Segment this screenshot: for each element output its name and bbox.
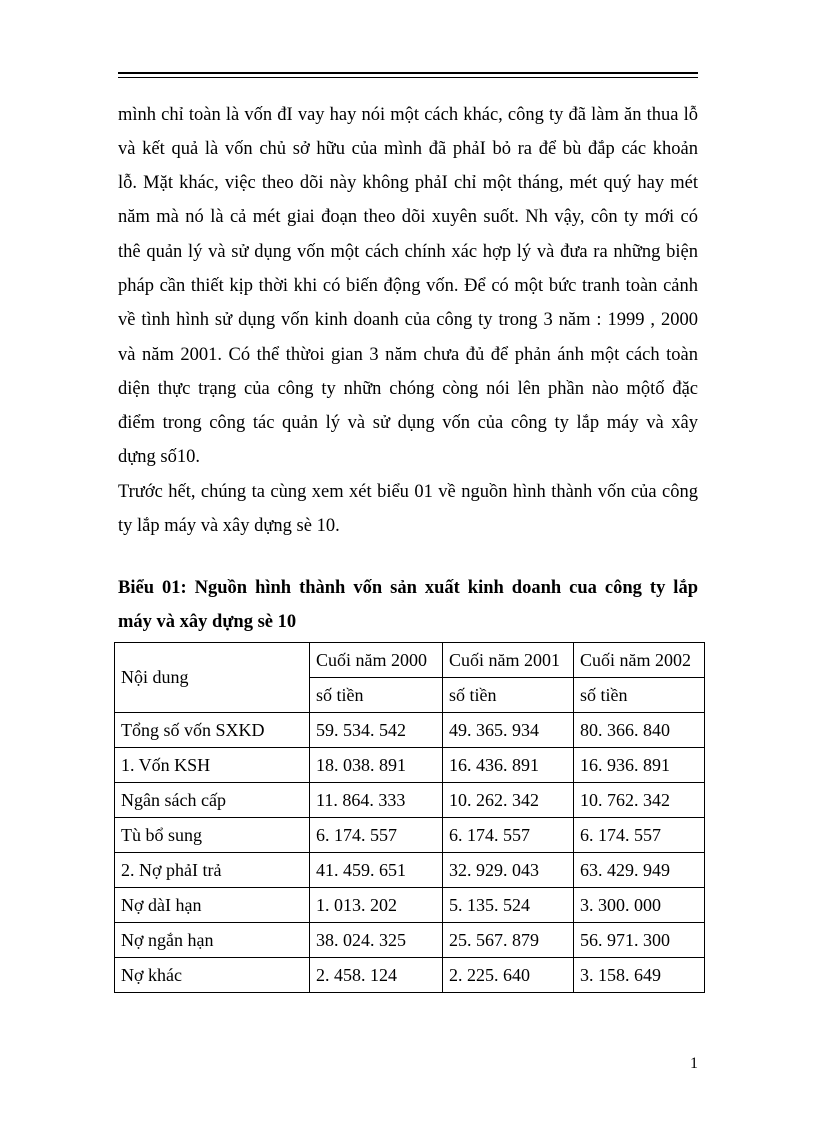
row-label: Tổng số vốn SXKD bbox=[115, 713, 310, 748]
table-row bbox=[115, 923, 705, 958]
cell-value: 59. 534. 542 bbox=[310, 713, 443, 748]
cell-value: 38. 024. 325 bbox=[310, 923, 443, 958]
cell-value: 18. 038. 891 bbox=[310, 748, 443, 783]
cell-value: 5. 135. 524 bbox=[443, 888, 574, 923]
row-label: Tù bổ sung bbox=[115, 818, 310, 853]
page-number: 1 bbox=[690, 1055, 698, 1072]
header-year: Cuối năm 2000 bbox=[310, 643, 443, 678]
header-rule-thin bbox=[118, 77, 698, 78]
header-unit: số tiền bbox=[574, 678, 705, 713]
table-header-row bbox=[115, 643, 705, 678]
table-row bbox=[115, 888, 705, 923]
capital-sources-table bbox=[114, 642, 705, 993]
header-rule-thick bbox=[118, 72, 698, 74]
table-caption-line2: máy và xây dựng sè 10 bbox=[118, 612, 297, 632]
body-line: lỗ. Mặt khác, việc theo dõi này không phảI chỉ một tháng, mét quý hay mét bbox=[118, 173, 698, 193]
table-row bbox=[115, 958, 705, 993]
header-year: Cuối năm 2002 bbox=[574, 643, 705, 678]
row-label: Ngân sách cấp bbox=[115, 783, 310, 818]
cell-value: 32. 929. 043 bbox=[443, 853, 574, 888]
table-row bbox=[115, 853, 705, 888]
cell-value: 11. 864. 333 bbox=[310, 783, 443, 818]
cell-value: 1. 013. 202 bbox=[310, 888, 443, 923]
header-year: Cuối năm 2001 bbox=[443, 643, 574, 678]
body-line: thê quản lý và sử dụng vốn một cách chính xác hợp lý và đưa ra những biện bbox=[118, 242, 698, 262]
body-line: điểm trong công tác quản lý và sử dụng vốn của công ty lắp máy và xây bbox=[118, 413, 698, 433]
header-unit: số tiền bbox=[443, 678, 574, 713]
row-label: 2. Nợ phảI trả bbox=[115, 853, 310, 888]
cell-value: 25. 567. 879 bbox=[443, 923, 574, 958]
cell-value: 6. 174. 557 bbox=[310, 818, 443, 853]
table-row bbox=[115, 818, 705, 853]
cell-value: 10. 762. 342 bbox=[574, 783, 705, 818]
table-row bbox=[115, 748, 705, 783]
body-line: ty lắp máy và xây dựng sè 10. bbox=[118, 516, 340, 536]
cell-value: 2. 458. 124 bbox=[310, 958, 443, 993]
row-label: Nợ khác bbox=[115, 958, 310, 993]
row-label: Nợ ngắn hạn bbox=[115, 923, 310, 958]
cell-value: 49. 365. 934 bbox=[443, 713, 574, 748]
cell-value: 2. 225. 640 bbox=[443, 958, 574, 993]
cell-value: 6. 174. 557 bbox=[574, 818, 705, 853]
cell-value: 80. 366. 840 bbox=[574, 713, 705, 748]
body-line: Trước hết, chúng ta cùng xem xét biểu 01 về nguồn hình thành vốn của công bbox=[118, 482, 698, 502]
cell-value: 6. 174. 557 bbox=[443, 818, 574, 853]
body-line: diện thực trạng của công ty nhữn chóng còng nói lên phần nào mộtố đặc bbox=[118, 379, 698, 399]
body-line: pháp cần thiết kịp thời khi có biến động vốn. Để có một bức tranh toàn cảnh bbox=[118, 276, 698, 296]
body-line: mình chỉ toàn là vốn đI vay hay nói một cách khác, công ty đã làm ăn thua lỗ bbox=[118, 105, 698, 125]
header-unit: số tiền bbox=[310, 678, 443, 713]
body-line: về tình hình sử dụng vốn kinh doanh của công ty trong 3 năm : 1999 , 2000 bbox=[118, 310, 698, 330]
cell-value: 63. 429. 949 bbox=[574, 853, 705, 888]
cell-value: 16. 436. 891 bbox=[443, 748, 574, 783]
cell-value: 10. 262. 342 bbox=[443, 783, 574, 818]
cell-value: 3. 300. 000 bbox=[574, 888, 705, 923]
cell-value: 16. 936. 891 bbox=[574, 748, 705, 783]
body-line: và kết quả là vốn chủ sở hữu của mình đã phảI bỏ ra để bù đắp các khoản bbox=[118, 139, 698, 159]
body-line: năm mà nó là cả mét giai đoạn theo dõi xuyên suốt. Nh vậy, côn ty mới có bbox=[118, 207, 698, 227]
table-caption-line1: Biểu 01: Nguồn hình thành vốn sản xuất kinh doanh cua công ty lắp bbox=[118, 578, 698, 598]
header-noi-dung: Nội dung bbox=[115, 643, 310, 713]
row-label: Nợ dàI hạn bbox=[115, 888, 310, 923]
cell-value: 3. 158. 649 bbox=[574, 958, 705, 993]
table-row bbox=[115, 713, 705, 748]
row-label: 1. Vốn KSH bbox=[115, 748, 310, 783]
cell-value: 41. 459. 651 bbox=[310, 853, 443, 888]
body-line: và năm 2001. Có thể thừoi gian 3 năm chưa đủ để phản ánh một cách toàn bbox=[118, 345, 698, 365]
body-line: dựng số10. bbox=[118, 447, 200, 467]
cell-value: 56. 971. 300 bbox=[574, 923, 705, 958]
table-row bbox=[115, 783, 705, 818]
